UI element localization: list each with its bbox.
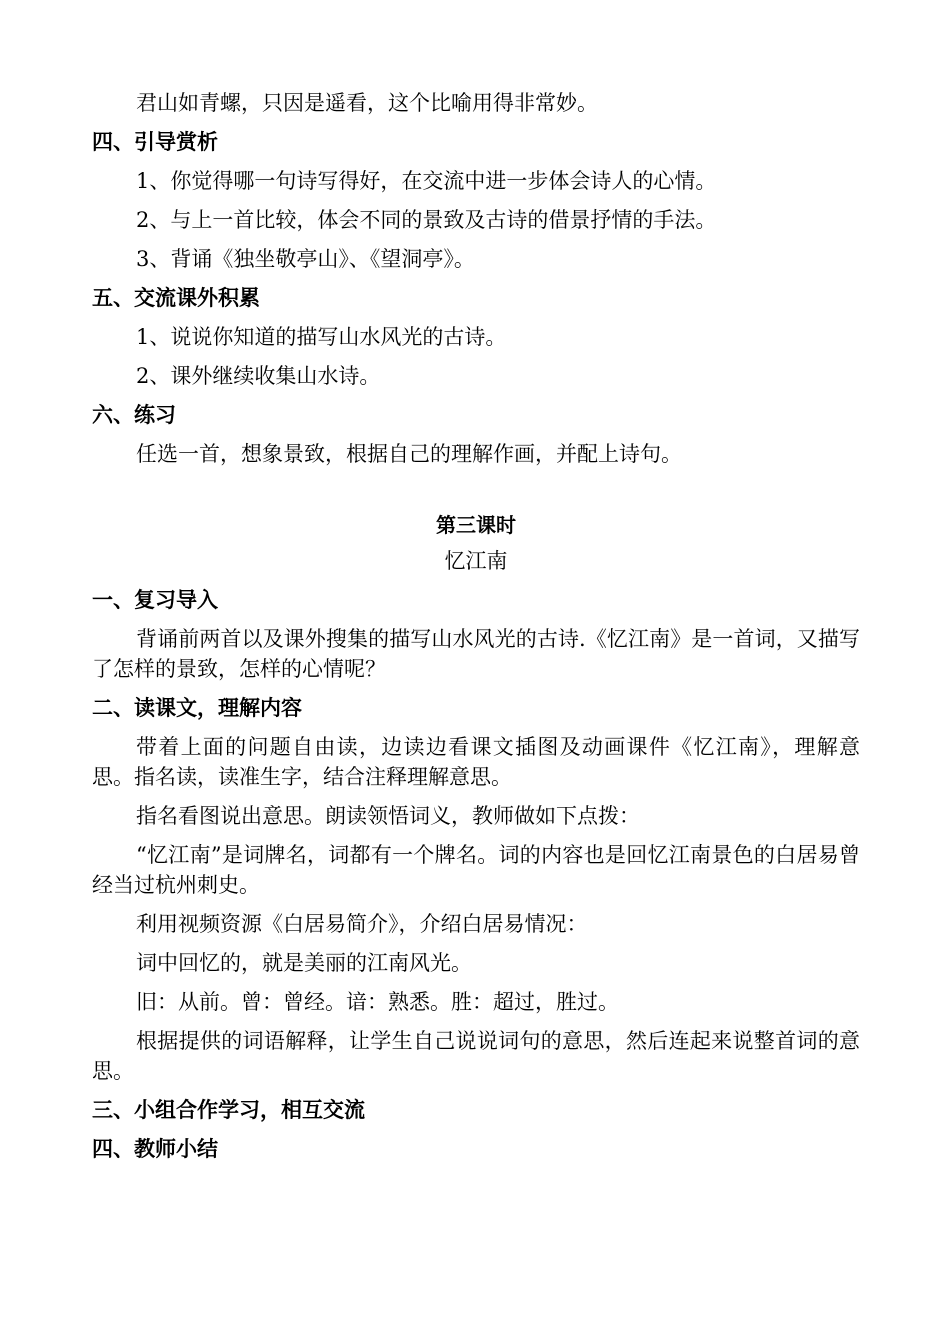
paragraph-item-2: 2、课外继续收集山水诗。 <box>136 364 381 388</box>
paragraph-read-3: “忆江南”是词牌名，词都有一个牌名。词的内容也是回忆江南景色的白居易曾经当过杭州刺史。 <box>92 843 860 897</box>
heading-teacher-summary: 四、教师小结 <box>92 1137 218 1161</box>
paragraph-practice: 任选一首，想象景致，根据自己的理解作画，并配上诗句。 <box>136 442 682 466</box>
paragraph-item-1: 1、说说你知道的描写山水风光的古诗。 <box>136 325 507 349</box>
document-page <box>92 88 860 1173</box>
heading-exchange-accumulation: 五、交流课外积累 <box>92 286 260 310</box>
paragraph-item-1: 1、你觉得哪一句诗写得好，在交流中进一步体会诗人的心情。 <box>136 169 717 193</box>
paragraph-read-5: 词中回忆的，就是美丽的江南风光。 <box>136 951 472 975</box>
paragraph-read-4: 利用视频资源《白居易简介》，介绍白居易情况： <box>136 912 588 936</box>
spacer <box>92 478 860 510</box>
paragraph-read-6: 旧：从前。曾：曾经。谙：熟悉。胜：超过，胜过。 <box>136 990 619 1014</box>
paragraph-item-3: 3、背诵《独坐敬亭山》、《望洞亭》。 <box>136 247 475 271</box>
heading-review: 一、复习导入 <box>92 588 218 612</box>
paragraph-read-2: 指名看图说出意思。朗读领悟词义，教师做如下点拨： <box>136 804 640 828</box>
heading-read-text: 二、读课文，理解内容 <box>92 696 302 720</box>
paragraph-read-1: 带着上面的问题自由读，边读边看课文插图及动画课件《忆江南》，理解意思。指名读，读准生字，结合注释理解意思。 <box>92 735 860 789</box>
paragraph-junshan: 君山如青螺，只因是遥看，这个比喻用得非常妙。 <box>136 91 598 115</box>
heading-practice: 六、练习 <box>92 403 176 427</box>
heading-group-study: 三、小组合作学习，相互交流 <box>92 1098 365 1122</box>
lesson-title: 第三课时 <box>436 513 516 537</box>
paragraph-review: 背诵前两首以及课外搜集的描写山水风光的古诗.《忆江南》是一首词，又描写了怎样的景致，怎样的心情呢？ <box>92 627 860 681</box>
paragraph-read-7: 根据提供的词语解释，让学生自己说说词句的意思，然后连起来说整首词的意思。 <box>92 1029 860 1083</box>
paragraph-item-2: 2、与上一首比较，体会不同的景致及古诗的借景抒情的手法。 <box>136 208 717 232</box>
poem-title: 忆江南 <box>444 549 508 573</box>
heading-guide-appreciation: 四、引导赏析 <box>92 130 218 154</box>
